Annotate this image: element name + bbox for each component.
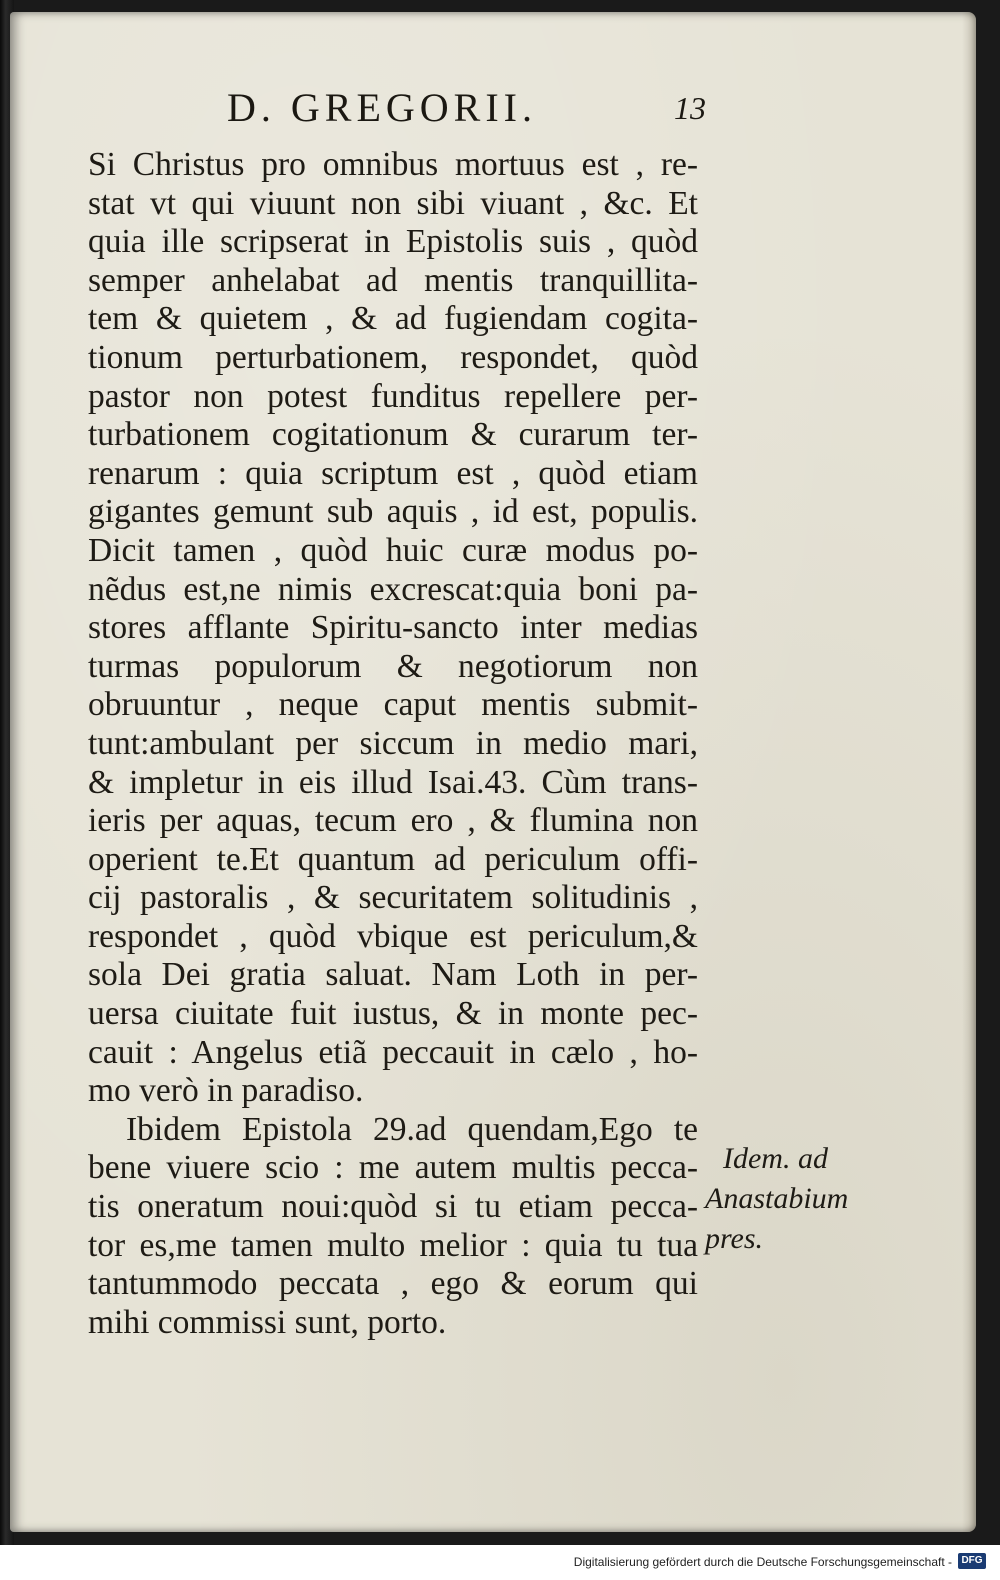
running-head [10, 84, 976, 134]
marginal-note-line: pres. [705, 1222, 764, 1255]
text-line: respondet , quòd vbique est periculum,& [88, 917, 698, 955]
text-line: stat vt qui viuunt non sibi viuant , &c. Et [88, 184, 698, 222]
paragraph-end-line: mo verò in paradiso. [88, 1072, 364, 1110]
marginal-note-line: Idem. ad [723, 1142, 828, 1175]
text-line: semper anhelabat ad mentis tranquillita- [88, 261, 698, 299]
text-line: turbationem cogitationum & curarum ter- [88, 416, 698, 454]
text-line: tem & quietem , & ad fugiendam cogita- [88, 300, 698, 338]
text-line: tionum perturbationem, respondet, quòd [88, 338, 698, 376]
dfg-logo: DFG [958, 1553, 986, 1569]
book-page [10, 12, 976, 1532]
text-line: uersa ciuitate fuit iustus, & in monte pec- [88, 995, 698, 1033]
text-line: obruuntur , neque caput mentis submit- [88, 686, 698, 724]
running-title: D. GREGORII. [227, 85, 537, 130]
text-line: Dicit tamen , quòd huic curæ modus po- [88, 531, 698, 569]
funding-credit: Digitalisierung gefördert durch die Deutsche Forschungsgemeinschaft - [573, 1555, 952, 1569]
paragraph-start-line: Ibidem Epistola 29.ad quendam,Ego te [126, 1110, 698, 1148]
text-line: tis oneratum noui:quòd si tu etiam pecca- [88, 1188, 698, 1226]
text-line: stores afflante Spiritu-sancto inter medias [88, 609, 698, 647]
paragraph-end-line: mihi commissi sunt, porto. [88, 1303, 447, 1341]
marginal-note-line: Anastabium [705, 1182, 849, 1215]
text-line: bene viuere scio : me autem multis pecca- [88, 1149, 698, 1187]
text-line: tunt:ambulant per siccum in medio mari, [88, 724, 698, 762]
text-line: gigantes gemunt sub aquis , id est, populis. [88, 493, 698, 531]
text-line: tor es,me tamen multo melior : quia tu tua [88, 1226, 698, 1264]
page-edge-shadow [962, 12, 976, 1532]
text-line: tantummodo peccata , ego & eorum qui [88, 1265, 698, 1303]
text-line: cij pastoralis , & securitatem solitudinis , [88, 879, 698, 917]
text-line: quia ille scripserat in Epistolis suis , quòd [88, 223, 698, 261]
text-line: sola Dei gratia saluat. Nam Loth in per- [88, 956, 698, 994]
text-line: ieris per aquas, tecum ero , & flumina non [88, 802, 698, 840]
text-line: renarum : quia scriptum est , quòd etiam [88, 454, 698, 492]
page-number: 13 [674, 90, 706, 126]
text-line: Si Christus pro omnibus mortuus est , re- [88, 146, 698, 183]
marginal-note [705, 1139, 880, 1259]
text-line: nẽdus est,ne nimis excrescat:quia boni pa- [88, 570, 698, 608]
text-line: & impletur in eis illud Isai.43. Cùm trans- [88, 763, 698, 801]
text-line: turmas populorum & negotiorum non [88, 647, 698, 685]
digitization-footer [0, 1545, 1000, 1580]
main-text-block [88, 146, 698, 1342]
text-line: cauit : Angelus etiã peccauit in cælo , ho- [88, 1033, 698, 1071]
text-line: operient te.Et quantum ad periculum offi- [88, 840, 698, 878]
text-line: pastor non potest funditus repellere per- [88, 377, 698, 415]
